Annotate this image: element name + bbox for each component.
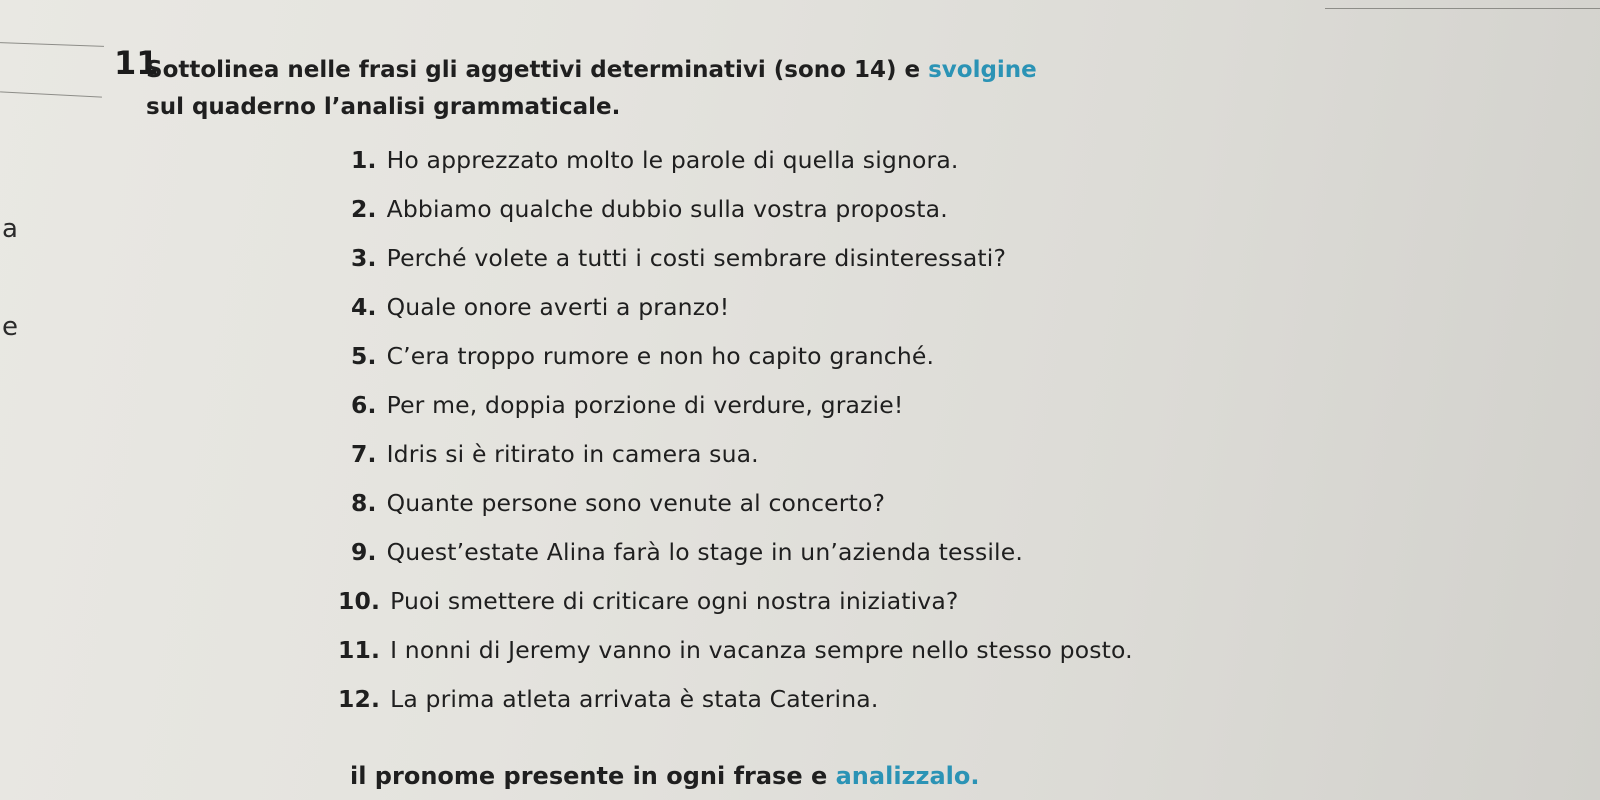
margin-rule: [0, 42, 104, 47]
exercise-instruction: [146, 52, 1506, 126]
item-number: 7.: [351, 440, 377, 468]
margin-letter: a: [2, 214, 18, 244]
item-number: 11.: [338, 636, 381, 664]
item-number: 6.: [351, 391, 377, 419]
footer-highlight: analizzalo.: [835, 762, 980, 790]
list-item: [351, 528, 1133, 577]
margin-rule: [1325, 8, 1600, 9]
item-text: Quale onore averti a pranzo!: [386, 293, 730, 321]
list-item: [338, 577, 1133, 626]
next-exercise-instruction: [350, 762, 980, 790]
margin-rule: [0, 91, 102, 97]
item-number: 10.: [338, 587, 381, 615]
list-item: [351, 332, 1133, 381]
item-number: 3.: [351, 244, 377, 272]
item-number: 8.: [351, 489, 377, 517]
margin-letter: e: [2, 312, 18, 342]
instruction-verb: Sottolinea: [146, 57, 280, 83]
list-item: [351, 381, 1133, 430]
item-text: Quante persone sono venute al concerto?: [386, 489, 886, 517]
instruction-highlight: svolgine: [928, 57, 1037, 83]
footer-text: il pronome presente in ogni frase e: [350, 762, 836, 790]
item-text: Quest’estate Alina farà lo stage in un’azienda tessile.: [386, 538, 1023, 566]
list-item: [351, 430, 1133, 479]
list-item: [351, 136, 1133, 185]
sentence-list: [338, 136, 1133, 724]
item-number: 2.: [351, 195, 377, 223]
list-item: [351, 283, 1133, 332]
item-text: Per me, doppia porzione di verdure, grazie!: [386, 391, 904, 419]
item-number: 5.: [351, 342, 377, 370]
list-item: [351, 234, 1133, 283]
list-item: [338, 626, 1133, 675]
item-text: I nonni di Jeremy vanno in vacanza sempre nello stesso posto.: [390, 636, 1133, 664]
item-number: 9.: [351, 538, 377, 566]
item-text: Idris si è ritirato in camera sua.: [386, 440, 759, 468]
item-number: 12.: [338, 685, 381, 713]
item-text: Abbiamo qualche dubbio sulla vostra proposta.: [386, 195, 948, 223]
item-number: 4.: [351, 293, 377, 321]
list-item: [338, 675, 1133, 724]
list-item: [351, 479, 1133, 528]
exercise-number: 11: [114, 44, 159, 82]
list-item: [351, 185, 1133, 234]
item-text: Puoi smettere di criticare ogni nostra iniziativa?: [390, 587, 959, 615]
item-text: C’era troppo rumore e non ho capito granché.: [386, 342, 935, 370]
instruction-text: nelle frasi gli aggettivi determinativi (sono 14) e: [279, 57, 929, 83]
item-text: Perché volete a tutti i costi sembrare disinteressati?: [386, 244, 1007, 272]
item-text: Ho apprezzato molto le parole di quella signora.: [386, 146, 959, 174]
item-number: 1.: [351, 146, 377, 174]
item-text: La prima atleta arrivata è stata Caterina.: [390, 685, 879, 713]
instruction-line2: sul quaderno l’analisi grammaticale.: [146, 94, 621, 120]
